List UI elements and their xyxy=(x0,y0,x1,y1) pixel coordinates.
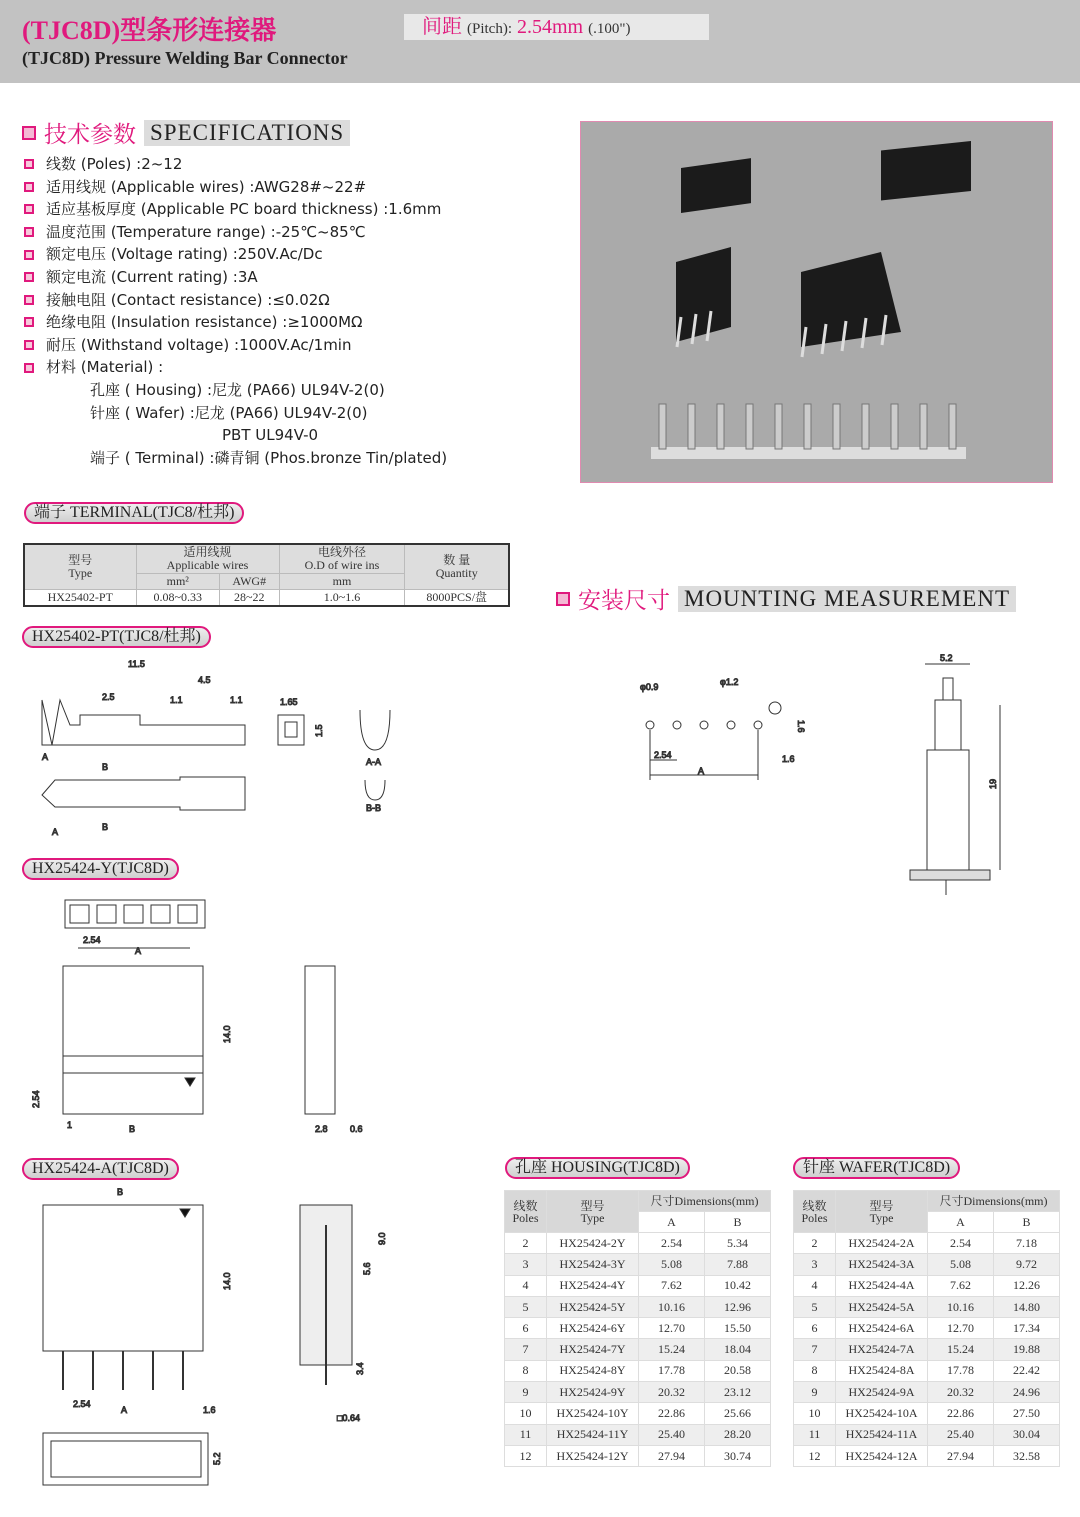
th-od-en: O.D of wire ins xyxy=(304,558,380,572)
table-row xyxy=(505,1403,771,1424)
dim-label: A xyxy=(698,766,705,776)
table-cell: 7.62 xyxy=(639,1275,705,1296)
product-photo xyxy=(580,121,1053,483)
table-cell: 22.42 xyxy=(994,1360,1060,1381)
th-dimensions: 尺寸Dimensions(mm) xyxy=(639,1191,771,1212)
square-bullet-icon xyxy=(24,272,34,282)
dim-label: 14.0 xyxy=(222,1025,232,1043)
th-awg: AWG# xyxy=(220,574,280,590)
table-cell: 23.12 xyxy=(705,1382,771,1403)
table-cell: 32.58 xyxy=(994,1445,1060,1466)
table-row xyxy=(505,1318,771,1339)
pitch-inch: (.100") xyxy=(588,21,631,37)
table-cell: HX25424-5Y xyxy=(547,1296,639,1317)
table-cell: 20.32 xyxy=(639,1382,705,1403)
cell-awg: 28~22 xyxy=(220,590,280,607)
mounting-drawing xyxy=(620,650,1060,910)
table-cell: 10 xyxy=(794,1403,836,1424)
table-cell: 12 xyxy=(794,1445,836,1466)
table-cell: 6 xyxy=(505,1318,547,1339)
table-row xyxy=(505,1382,771,1403)
table-row xyxy=(505,1424,771,1445)
table-cell: 22.86 xyxy=(928,1403,994,1424)
table-cell: 12.96 xyxy=(705,1296,771,1317)
table-cell: 25.40 xyxy=(928,1424,994,1445)
table-cell: 10.16 xyxy=(639,1296,705,1317)
table-row xyxy=(794,1296,1060,1317)
dim-label: 1.6 xyxy=(782,754,795,764)
th-qty-en: Quantity xyxy=(435,566,478,580)
table-cell: HX25424-3Y xyxy=(547,1254,639,1275)
material-item: 孔座 ( Housing) :尼龙 (PA66) UL94V-2(0) xyxy=(90,380,385,399)
table-cell: 11 xyxy=(794,1424,836,1445)
specs-title-en: SPECIFICATIONS xyxy=(144,120,350,146)
spec-item xyxy=(24,334,447,357)
wafer-pill: 针座 WAFER(TJC8D) xyxy=(793,1157,960,1179)
th-wires-en: Applicable wires xyxy=(166,558,249,572)
dim-label: 2.54 xyxy=(31,1090,41,1108)
table-cell: 15.24 xyxy=(639,1339,705,1360)
spec-text: 接触电阻 (Contact resistance) :≤0.02Ω xyxy=(46,290,330,309)
square-bullet-icon xyxy=(24,159,34,169)
table-cell: 15.24 xyxy=(928,1339,994,1360)
page-title: (TJC8D)型条形连接器 xyxy=(22,16,277,45)
table-cell: 7 xyxy=(505,1339,547,1360)
terminal-pill: 端子 TERMINAL(TJC8/杜邦) xyxy=(24,502,244,524)
dim-label: 9.0 xyxy=(377,1232,387,1245)
table-row xyxy=(505,1233,771,1254)
table-cell: HX25424-6A xyxy=(836,1318,928,1339)
table-row xyxy=(24,590,509,607)
table-row xyxy=(505,1254,771,1275)
spec-text: 温度范围 (Temperature range) :-25℃~85℃ xyxy=(46,222,366,241)
table-cell: 27.94 xyxy=(928,1445,994,1466)
table-cell: 20.58 xyxy=(705,1360,771,1381)
material-item: 端子 ( Terminal) :磷青铜 (Phos.bronze Tin/plated) xyxy=(90,448,448,467)
dim-label: φ1.2 xyxy=(720,677,739,687)
square-bullet-icon xyxy=(24,317,34,327)
wafer-drawing-pill: HX25424-A(TJC8D) xyxy=(22,1158,179,1180)
dim-label: 4.5 xyxy=(198,675,211,685)
table-row xyxy=(794,1254,1060,1275)
table-cell: 10 xyxy=(505,1403,547,1424)
square-bullet-icon xyxy=(24,204,34,214)
table-cell: 8 xyxy=(794,1360,836,1381)
square-bullet-icon xyxy=(24,363,34,373)
th-type: Type xyxy=(869,1210,894,1225)
th-a: A xyxy=(928,1212,994,1233)
spec-item xyxy=(24,356,447,379)
square-bullet-icon xyxy=(22,126,36,140)
table-cell: 8 xyxy=(505,1360,547,1381)
table-cell: 4 xyxy=(505,1275,547,1296)
dim-label: 11.5 xyxy=(128,659,145,669)
table-cell: HX25424-7Y xyxy=(547,1339,639,1360)
table-cell: 3 xyxy=(794,1254,836,1275)
table-cell: 14.80 xyxy=(994,1296,1060,1317)
square-bullet-icon xyxy=(24,340,34,350)
table-cell: 17.78 xyxy=(639,1360,705,1381)
housing-pill: 孔座 HOUSING(TJC8D) xyxy=(505,1157,690,1179)
table-cell: 30.04 xyxy=(994,1424,1060,1445)
table-cell: 17.34 xyxy=(994,1318,1060,1339)
th-poles: Poles xyxy=(512,1210,539,1225)
table-cell: 9 xyxy=(794,1382,836,1403)
cell-od: 1.0~1.6 xyxy=(279,590,405,607)
spec-item xyxy=(24,289,447,312)
th-poles-cn: 线数 xyxy=(513,1198,538,1213)
table-cell: 30.74 xyxy=(705,1445,771,1466)
table-cell: 27.94 xyxy=(639,1445,705,1466)
dim-label: 1.1 xyxy=(230,695,243,705)
th-type-cn: 型号 xyxy=(580,1198,605,1213)
table-cell: 12.70 xyxy=(928,1318,994,1339)
table-cell: HX25424-6Y xyxy=(547,1318,639,1339)
dim-label: A-A xyxy=(366,757,382,767)
wafer-table xyxy=(793,1190,1060,1467)
table-cell: 25.40 xyxy=(639,1424,705,1445)
dim-label: 5.6 xyxy=(362,1262,372,1275)
table-cell: HX25424-4A xyxy=(836,1275,928,1296)
dim-label: 5.2 xyxy=(212,1452,222,1465)
dim-label: φ0.9 xyxy=(640,682,659,692)
table-row xyxy=(794,1275,1060,1296)
table-row xyxy=(794,1403,1060,1424)
table-row xyxy=(505,1360,771,1381)
table-cell: 22.86 xyxy=(639,1403,705,1424)
table-cell: 19.88 xyxy=(994,1339,1060,1360)
dim-label: 1 xyxy=(67,1120,73,1130)
spec-text: 线数 (Poles) :2~12 xyxy=(46,155,183,173)
spec-text: 额定电压 (Voltage rating) :250V.Ac/Dc xyxy=(46,245,323,264)
table-cell: 2.54 xyxy=(639,1233,705,1254)
table-cell: HX25424-12A xyxy=(836,1445,928,1466)
mounting-title-en: MOUNTING MEASUREMENT xyxy=(678,586,1016,612)
dim-label: A xyxy=(135,946,142,956)
table-cell: 11 xyxy=(505,1424,547,1445)
material-item: 针座 ( Wafer) :尼龙 (PA66) UL94V-2(0) xyxy=(90,403,368,422)
table-cell: 12 xyxy=(505,1445,547,1466)
table-cell: 5.34 xyxy=(705,1233,771,1254)
page-subtitle: (TJC8D) Pressure Welding Bar Connector xyxy=(22,48,348,68)
table-cell: 7 xyxy=(794,1339,836,1360)
cell-qty: 8000PCS/盘 xyxy=(405,590,509,607)
table-row xyxy=(505,1339,771,1360)
spec-item xyxy=(24,266,447,289)
specs-heading xyxy=(22,116,350,149)
table-row xyxy=(794,1445,1060,1466)
dim-label: 0.6 xyxy=(350,1124,363,1134)
spec-item xyxy=(24,221,447,244)
th-qty-cn: 数 量 xyxy=(443,553,471,567)
square-bullet-icon xyxy=(24,295,34,305)
cell-mm2: 0.08~0.33 xyxy=(136,590,220,607)
th-type: Type xyxy=(580,1210,605,1225)
terminal-drawing-pill: HX25402-PT(TJC8/杜邦) xyxy=(22,626,211,648)
table-cell: 5.08 xyxy=(639,1254,705,1275)
table-cell: 9 xyxy=(505,1382,547,1403)
dim-label: 2.5 xyxy=(102,692,115,702)
pitch-value: 2.54mm xyxy=(517,16,584,38)
table-cell: 12.26 xyxy=(994,1275,1060,1296)
th-b: B xyxy=(994,1212,1060,1233)
th-mm: mm xyxy=(279,574,405,590)
table-cell: HX25424-4Y xyxy=(547,1275,639,1296)
th-b: B xyxy=(705,1212,771,1233)
dim-label: 1.1 xyxy=(170,695,183,705)
dim-label: 2.54 xyxy=(83,935,101,945)
table-cell: 5.08 xyxy=(928,1254,994,1275)
table-cell: 5 xyxy=(505,1296,547,1317)
spec-item xyxy=(24,311,447,334)
square-bullet-icon xyxy=(24,182,34,192)
dim-label: 1.6 xyxy=(203,1405,216,1415)
pitch-label: (Pitch): xyxy=(467,21,512,37)
dim-label: 3.4 xyxy=(355,1362,365,1375)
table-cell: 6 xyxy=(794,1318,836,1339)
th-type-cn: 型号 xyxy=(869,1198,894,1213)
table-cell: 10.42 xyxy=(705,1275,771,1296)
table-cell: HX25424-11Y xyxy=(547,1424,639,1445)
th-type-cn: 型号 xyxy=(68,553,93,567)
table-cell: HX25424-11A xyxy=(836,1424,928,1445)
table-row xyxy=(505,1275,771,1296)
dim-label: B xyxy=(129,1124,136,1134)
connector-photo-illustration xyxy=(581,122,1052,482)
table-cell: 15.50 xyxy=(705,1318,771,1339)
th-od-cn: 电线外径 xyxy=(317,545,366,559)
dim-label: 1.5 xyxy=(314,724,324,737)
spec-text: 适用线规 (Applicable wires) :AWG28#~22# xyxy=(46,177,367,196)
spec-text: 绝缘电阻 (Insulation resistance) :≥1000MΩ xyxy=(46,313,363,332)
table-cell: 20.32 xyxy=(928,1382,994,1403)
table-cell: 7.18 xyxy=(994,1233,1060,1254)
spec-item xyxy=(24,176,447,199)
table-cell: 2 xyxy=(794,1233,836,1254)
table-cell: HX25424-8Y xyxy=(547,1360,639,1381)
specs-title-cn: 技术参数 xyxy=(44,122,136,147)
table-cell: 2.54 xyxy=(928,1233,994,1254)
dim-label: A xyxy=(121,1405,128,1415)
dim-label: B-B xyxy=(366,803,382,813)
housing-drawing-pill: HX25424-Y(TJC8D) xyxy=(22,858,179,880)
housing-drawing xyxy=(25,888,385,1138)
dim-label: B xyxy=(102,822,109,832)
cell-type: HX25402-PT xyxy=(24,590,136,607)
pitch-box xyxy=(404,14,709,40)
table-row xyxy=(794,1382,1060,1403)
table-cell: HX25424-7A xyxy=(836,1339,928,1360)
square-bullet-icon xyxy=(556,592,570,606)
table-cell: 10.16 xyxy=(928,1296,994,1317)
table-cell: 24.96 xyxy=(994,1382,1060,1403)
table-cell: HX25424-9A xyxy=(836,1382,928,1403)
table-cell: 25.66 xyxy=(705,1403,771,1424)
spec-text: 额定电流 (Current rating) :3A xyxy=(46,267,258,286)
square-bullet-icon xyxy=(24,227,34,237)
square-bullet-icon xyxy=(24,250,34,260)
dim-label: 5.2 xyxy=(940,653,953,663)
table-cell: 27.50 xyxy=(994,1403,1060,1424)
th-wires-cn: 适用线规 xyxy=(183,545,232,559)
dim-label: A xyxy=(52,827,59,837)
th-poles: Poles xyxy=(801,1210,828,1225)
table-cell: HX25424-10A xyxy=(836,1403,928,1424)
table-cell: HX25424-10Y xyxy=(547,1403,639,1424)
spec-text: 材料 (Material) : xyxy=(46,358,164,377)
specs-list xyxy=(24,153,447,469)
th-type-en: Type xyxy=(68,566,93,580)
terminal-table xyxy=(23,543,510,607)
table-cell: 3 xyxy=(505,1254,547,1275)
dim-label: 1.65 xyxy=(280,697,298,707)
dim-label: B xyxy=(117,1187,124,1197)
pitch-cn: 间距 xyxy=(422,16,462,38)
th-a: A xyxy=(639,1212,705,1233)
table-cell: HX25424-5A xyxy=(836,1296,928,1317)
dim-label: □0.64 xyxy=(337,1413,360,1423)
table-cell: HX25424-2A xyxy=(836,1233,928,1254)
dim-label: B xyxy=(102,762,109,772)
table-row xyxy=(505,1296,771,1317)
dim-label: 2.54 xyxy=(654,750,672,760)
th-poles-cn: 线数 xyxy=(802,1198,827,1213)
table-cell: HX25424-3A xyxy=(836,1254,928,1275)
spec-item xyxy=(24,153,447,176)
spec-text: 耐压 (Withstand voltage) :1000V.Ac/1min xyxy=(46,335,352,354)
table-cell: 18.04 xyxy=(705,1339,771,1360)
wafer-drawing xyxy=(25,1185,385,1495)
dim-label: 1.6 xyxy=(796,720,806,733)
material-item: PBT UL94V-0 xyxy=(222,426,319,445)
table-cell: 7.88 xyxy=(705,1254,771,1275)
terminal-drawing xyxy=(30,655,430,840)
spec-text: 适应基板厚度 (Applicable PC board thickness) :1.6mm xyxy=(46,200,442,219)
mounting-title-cn: 安装尺寸 xyxy=(578,588,670,613)
th-dimensions: 尺寸Dimensions(mm) xyxy=(928,1191,1060,1212)
table-cell: HX25424-9Y xyxy=(547,1382,639,1403)
table-cell: HX25424-8A xyxy=(836,1360,928,1381)
dim-label: 14.0 xyxy=(222,1272,232,1290)
table-cell: 9.72 xyxy=(994,1254,1060,1275)
table-row xyxy=(794,1233,1060,1254)
table-cell: 7.62 xyxy=(928,1275,994,1296)
housing-table xyxy=(504,1190,771,1467)
table-cell: 4 xyxy=(794,1275,836,1296)
table-row xyxy=(794,1339,1060,1360)
table-cell: 28.20 xyxy=(705,1424,771,1445)
table-cell: 17.78 xyxy=(928,1360,994,1381)
table-row xyxy=(794,1360,1060,1381)
table-row xyxy=(505,1445,771,1466)
spec-item xyxy=(24,198,447,221)
table-cell: HX25424-2Y xyxy=(547,1233,639,1254)
table-cell: 5 xyxy=(794,1296,836,1317)
table-cell: 2 xyxy=(505,1233,547,1254)
table-row xyxy=(794,1424,1060,1445)
table-cell: HX25424-12Y xyxy=(547,1445,639,1466)
th-mm2: mm² xyxy=(136,574,220,590)
spec-item xyxy=(24,243,447,266)
dim-label: 19 xyxy=(988,778,998,789)
table-row xyxy=(794,1318,1060,1339)
dim-label: 2.54 xyxy=(73,1399,91,1409)
mounting-heading xyxy=(556,582,1016,615)
dim-label: 2.8 xyxy=(315,1124,328,1134)
dim-label: A xyxy=(42,752,49,762)
table-cell: 12.70 xyxy=(639,1318,705,1339)
